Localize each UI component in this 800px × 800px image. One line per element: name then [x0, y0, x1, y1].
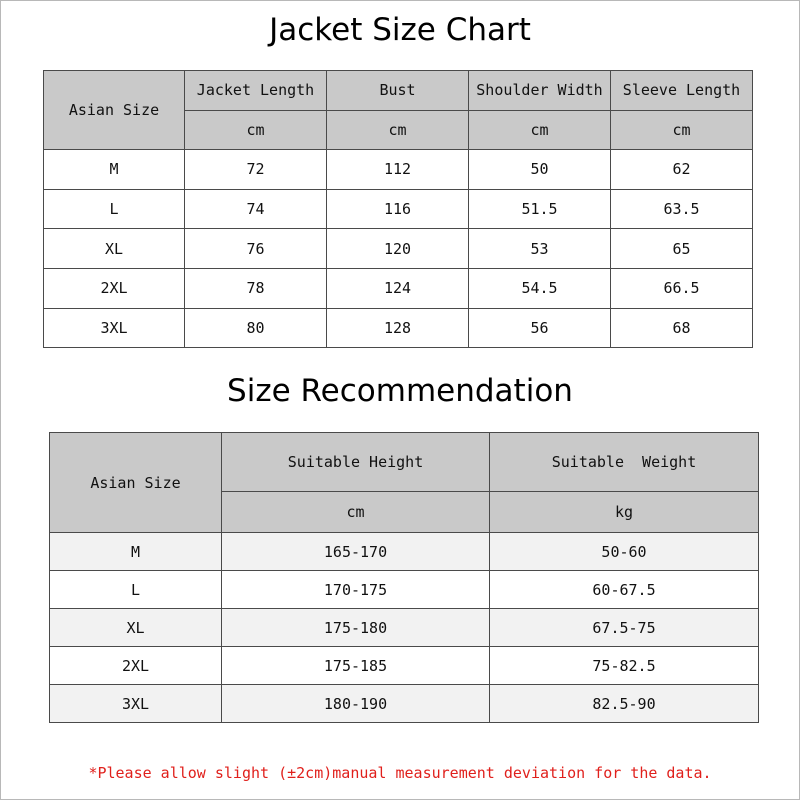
size-cell: 3XL: [44, 308, 185, 348]
column-header: Bust: [327, 71, 469, 111]
value-cell: 124: [327, 268, 469, 308]
value-cell: 67.5-75: [490, 609, 759, 647]
value-cell: 53: [469, 229, 611, 269]
table-row: [50, 685, 759, 723]
unit-header: cm: [611, 110, 753, 150]
size-header: Asian Size: [50, 433, 222, 533]
size-cell: L: [44, 189, 185, 229]
column-header: Suitable Height: [222, 433, 490, 492]
table-row: [50, 647, 759, 685]
column-header: Jacket Length: [185, 71, 327, 111]
measurement-note: *Please allow slight (±2cm)manual measurement deviation for the data.: [88, 764, 712, 782]
jacket-chart-title: Jacket Size Chart: [269, 12, 531, 48]
table-row: [50, 571, 759, 609]
recommendation-title: Size Recommendation: [227, 373, 573, 409]
size-cell: XL: [44, 229, 185, 269]
size-cell: M: [50, 533, 222, 571]
size-cell: 3XL: [50, 685, 222, 723]
value-cell: 75-82.5: [490, 647, 759, 685]
unit-header: cm: [469, 110, 611, 150]
table-header-row: [50, 433, 759, 492]
size-recommendation-table: [49, 432, 759, 723]
table-row: [50, 533, 759, 571]
unit-header: cm: [185, 110, 327, 150]
table-row: [44, 229, 753, 269]
size-cell: M: [44, 150, 185, 190]
value-cell: 180-190: [222, 685, 490, 723]
size-cell: L: [50, 571, 222, 609]
unit-header: cm: [327, 110, 469, 150]
value-cell: 62: [611, 150, 753, 190]
unit-header: cm: [222, 492, 490, 533]
value-cell: 51.5: [469, 189, 611, 229]
table-row: [44, 150, 753, 190]
value-cell: 50: [469, 150, 611, 190]
value-cell: 175-180: [222, 609, 490, 647]
unit-header: kg: [490, 492, 759, 533]
size-cell: 2XL: [44, 268, 185, 308]
value-cell: 82.5-90: [490, 685, 759, 723]
table-row: [44, 268, 753, 308]
value-cell: 68: [611, 308, 753, 348]
value-cell: 112: [327, 150, 469, 190]
value-cell: 78: [185, 268, 327, 308]
size-header: Asian Size: [44, 71, 185, 150]
column-header: Suitable Weight: [490, 433, 759, 492]
jacket-size-table: [43, 70, 753, 348]
value-cell: 76: [185, 229, 327, 269]
value-cell: 56: [469, 308, 611, 348]
value-cell: 66.5: [611, 268, 753, 308]
table-header-row: [44, 71, 753, 111]
value-cell: 74: [185, 189, 327, 229]
value-cell: 170-175: [222, 571, 490, 609]
value-cell: 50-60: [490, 533, 759, 571]
column-header: Shoulder Width: [469, 71, 611, 111]
value-cell: 65: [611, 229, 753, 269]
size-cell: XL: [50, 609, 222, 647]
value-cell: 175-185: [222, 647, 490, 685]
table-row: [50, 609, 759, 647]
table-row: [44, 308, 753, 348]
value-cell: 54.5: [469, 268, 611, 308]
column-header: Sleeve Length: [611, 71, 753, 111]
table-row: [44, 189, 753, 229]
value-cell: 60-67.5: [490, 571, 759, 609]
value-cell: 72: [185, 150, 327, 190]
value-cell: 165-170: [222, 533, 490, 571]
value-cell: 128: [327, 308, 469, 348]
value-cell: 80: [185, 308, 327, 348]
value-cell: 63.5: [611, 189, 753, 229]
size-cell: 2XL: [50, 647, 222, 685]
value-cell: 116: [327, 189, 469, 229]
value-cell: 120: [327, 229, 469, 269]
